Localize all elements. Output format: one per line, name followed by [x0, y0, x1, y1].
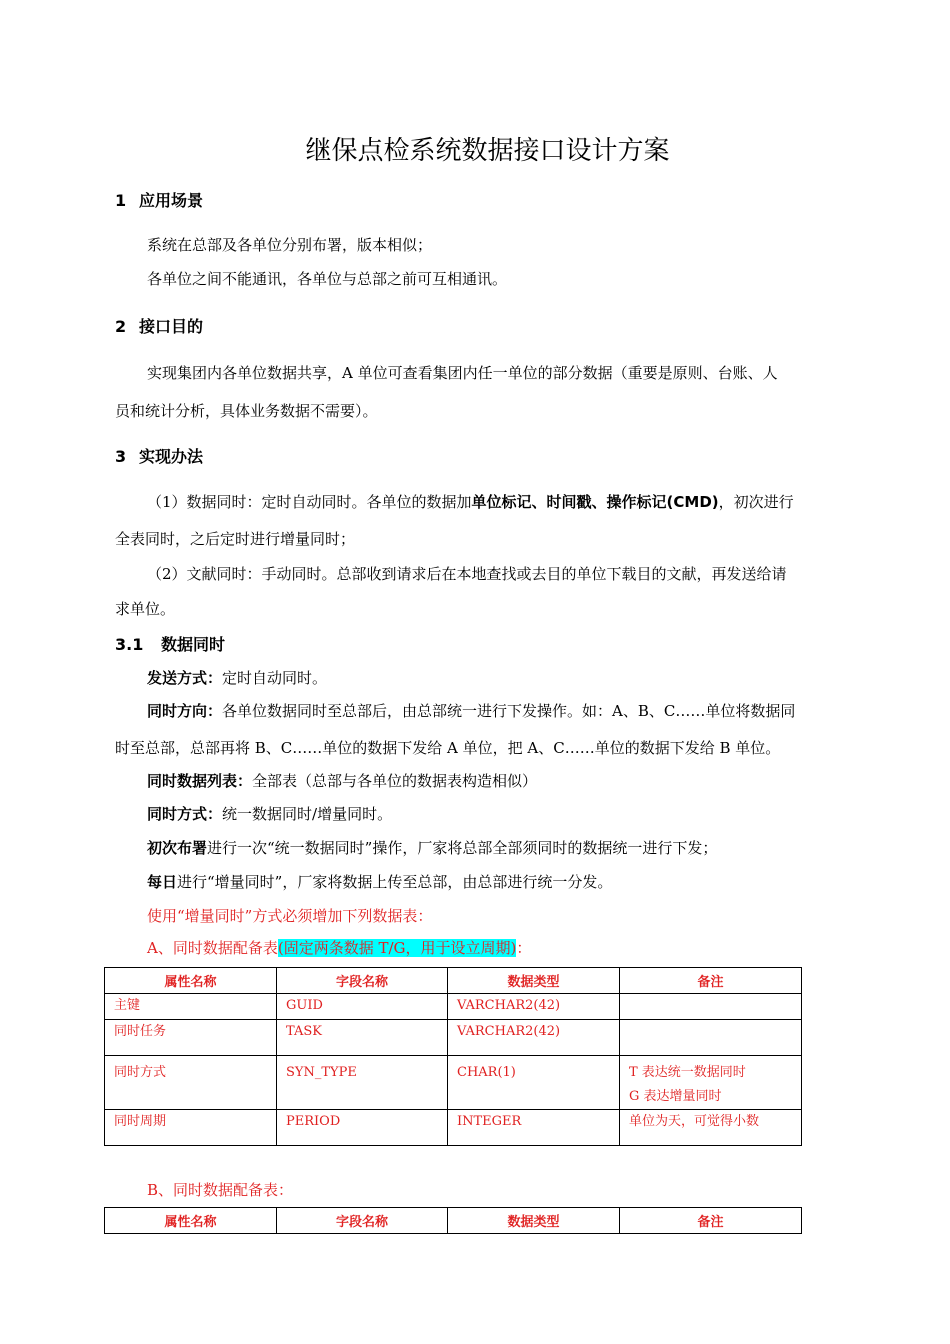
table-a-caption: [147, 937, 531, 958]
paragraph-line: 全表同时，之后定时进行增量同时；: [115, 530, 356, 548]
table-cell: 同时方式: [105, 1056, 277, 1110]
field-text: 全部表（总部与各单位的数据表构造相似）: [252, 772, 538, 790]
document-title: 继保点检系统数据接口设计方案: [305, 136, 670, 166]
section-number: 3.1: [115, 635, 144, 654]
paragraph-line: 系统在总部及各单位分别布署，版本相似；: [147, 236, 433, 254]
table-cell: 同时周期: [105, 1110, 277, 1146]
field-text: 各单位数据同时至总部后，由总部统一进行下发操作。如：A、B、C……单位将数据同: [222, 702, 796, 720]
paragraph-line: 时至总部，总部再将 B、C……单位的数据下发给 A 单位，把 A、C……单位的数据下发给 B 单位。: [115, 739, 781, 757]
cell-line: T 表达统一数据同时: [629, 1065, 746, 1080]
table-cell: [620, 1020, 802, 1056]
paragraph-line: 各单位之间不能通讯，各单位与总部之前可互相通讯。: [147, 270, 508, 288]
header-cell: 数据类型: [448, 1208, 620, 1234]
paragraph-line: [147, 491, 794, 512]
section-3-heading: [115, 444, 203, 467]
table-cell: [620, 1056, 802, 1110]
field-label: 同时方式：: [147, 805, 223, 823]
table-cell: 主键: [105, 994, 277, 1020]
table-row: [105, 1020, 802, 1056]
paragraph-line: 求单位。: [115, 600, 176, 618]
header-cell: 备注: [620, 1208, 802, 1234]
section-number: 2: [115, 317, 127, 336]
table-cell: SYN_TYPE: [277, 1056, 448, 1110]
paragraph-line: [147, 803, 392, 824]
cell-line: G 表达增量同时: [629, 1089, 722, 1104]
header-cell: 字段名称: [277, 1208, 448, 1234]
paragraph-line: [147, 667, 327, 688]
table-cell: CHAR(1): [448, 1056, 620, 1110]
table-header-row: [105, 1208, 802, 1234]
section-2-heading: [115, 314, 203, 337]
table-cell: 同时任务: [105, 1020, 277, 1056]
section-title: 数据同时: [161, 635, 226, 654]
table-cell: INTEGER: [448, 1110, 620, 1146]
table-cell: VARCHAR2(42): [448, 994, 620, 1020]
field-text: 定时自动同时。: [222, 669, 328, 687]
field-text: 统一数据同时/增量同时。: [222, 805, 393, 823]
header-cell: 备注: [620, 968, 802, 994]
section-title: 接口目的: [139, 317, 204, 336]
caption-suffix: ：: [516, 939, 532, 957]
field-label: 每日: [147, 873, 178, 891]
red-note: 使用“增量同时”方式必须增加下列数据表：: [147, 907, 433, 925]
paragraph-line: [147, 770, 537, 791]
table-row: [105, 994, 802, 1020]
bold-text-run: 单位标记、时间戳、操作标记(CMD): [471, 493, 719, 511]
caption-label: A、同时数据配备表: [147, 939, 278, 957]
table-cell: PERIOD: [277, 1110, 448, 1146]
paragraph-line: [147, 700, 795, 721]
header-cell: 属性名称: [105, 1208, 277, 1234]
header-cell: 字段名称: [277, 968, 448, 994]
header-cell: 数据类型: [448, 968, 620, 994]
section-title: 应用场景: [139, 191, 204, 210]
table-cell: [620, 994, 802, 1020]
table-cell: VARCHAR2(42): [448, 1020, 620, 1056]
paragraph-line: （2）文献同时：手动同时。总部收到请求后在本地查找或去目的单位下载目的文献，再发送给请: [147, 565, 787, 583]
paragraph-line: [147, 837, 717, 858]
field-label: 同时方向：: [147, 702, 223, 720]
text-run: ，初次进行: [718, 493, 794, 511]
table-b-caption: B、同时数据配备表：: [147, 1181, 294, 1199]
field-label: 初次布署: [147, 839, 208, 857]
section-number: 1: [115, 191, 127, 210]
field-label: 同时数据列表：: [147, 772, 253, 790]
highlighted-note: (固定两条数据 T/G，用于设立周期): [277, 939, 517, 957]
text-run: （1）数据同时：定时自动同时。各单位的数据加: [147, 493, 472, 511]
section-3-1-heading: [115, 632, 225, 655]
table-cell: GUID: [277, 994, 448, 1020]
header-cell: 属性名称: [105, 968, 277, 994]
paragraph-line: [147, 871, 612, 892]
field-text: 进行一次“统一数据同时”操作，厂家将总部全部须同时的数据统一进行下发；: [207, 839, 718, 857]
table-row: [105, 1110, 802, 1146]
table-a: [104, 967, 802, 1146]
table-header-row: [105, 968, 802, 994]
field-text: 进行“增量同时”，厂家将数据上传至总部，由总部进行统一分发。: [177, 873, 613, 891]
field-label: 发送方式：: [147, 669, 223, 687]
table-row: [105, 1056, 802, 1110]
table-cell: 单位为天，可觉得小数: [620, 1110, 802, 1146]
table-b: [104, 1207, 802, 1234]
section-number: 3: [115, 447, 127, 466]
section-title: 实现办法: [139, 447, 204, 466]
section-1-heading: [115, 188, 203, 211]
paragraph-line: 员和统计分析，具体业务数据不需要）。: [115, 402, 378, 420]
paragraph-line: 实现集团内各单位数据共享，A 单位可查看集团内任一单位的部分数据（重要是原则、台账、人: [147, 364, 778, 382]
table-cell: TASK: [277, 1020, 448, 1056]
